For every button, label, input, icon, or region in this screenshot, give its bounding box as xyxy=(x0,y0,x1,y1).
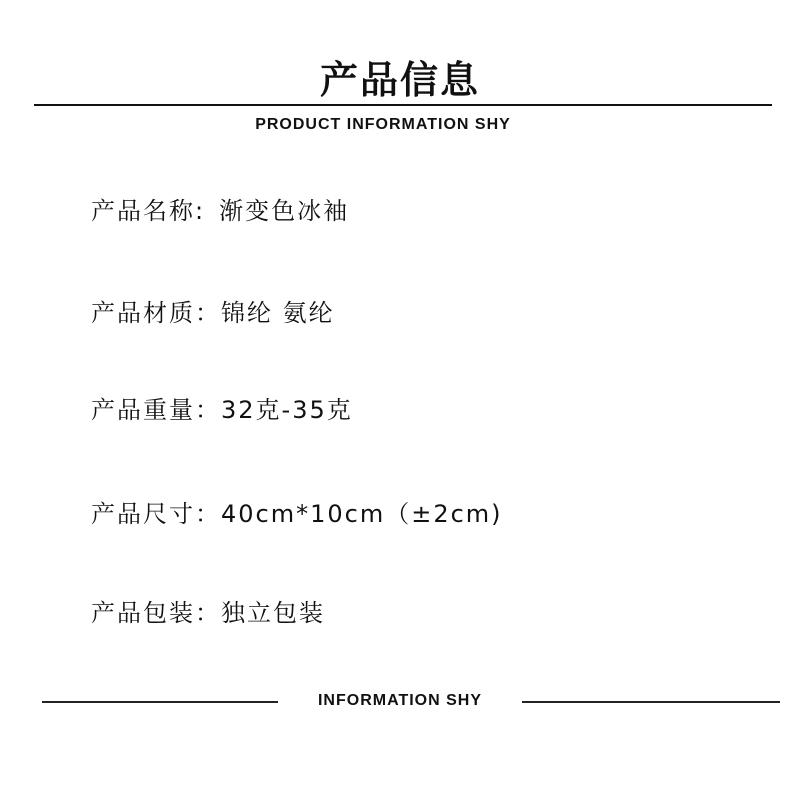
info-row-name xyxy=(91,191,349,231)
info-row-size xyxy=(91,494,503,534)
info-value: 40cm*10cm（±2cm) xyxy=(221,500,503,528)
footer-label: INFORMATION SHY xyxy=(317,692,483,709)
title-divider xyxy=(34,104,772,106)
footer-divider-left xyxy=(42,701,278,703)
footer-divider-right xyxy=(522,701,780,703)
info-label: 产品重量： xyxy=(91,396,221,424)
info-label: 产品包装： xyxy=(91,599,221,627)
info-row-packaging xyxy=(91,593,325,633)
info-row-weight xyxy=(91,390,353,430)
page-title: 产品信息 xyxy=(319,58,480,102)
info-label: 产品材质： xyxy=(91,299,221,327)
info-label: 产品尺寸： xyxy=(91,500,221,528)
info-value: 32克-35克 xyxy=(221,396,353,424)
info-value: 锦纶 氨纶 xyxy=(221,299,335,327)
info-value: 独立包装 xyxy=(221,599,325,627)
page-subtitle: PRODUCT INFORMATION SHY xyxy=(255,116,511,133)
info-label: 产品名称: xyxy=(91,197,206,225)
info-row-material xyxy=(91,293,335,333)
info-value: 渐变色冰袖 xyxy=(219,197,350,225)
